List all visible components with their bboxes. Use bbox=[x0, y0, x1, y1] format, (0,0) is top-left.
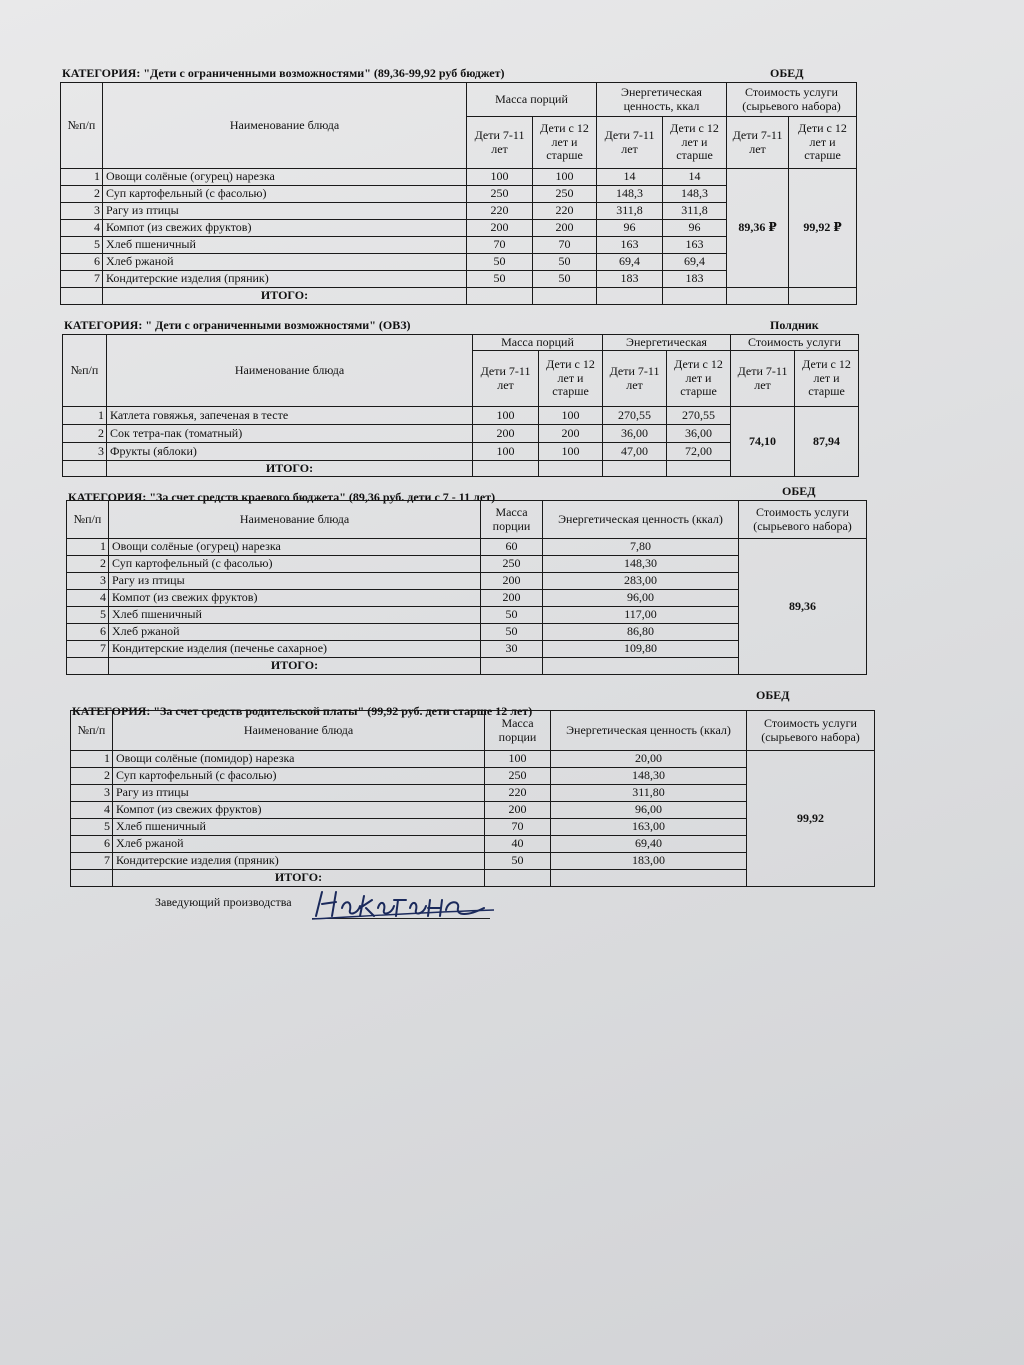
header-age-7-11: Дети 7-11 лет bbox=[731, 351, 795, 407]
dish-name: Кондитерские изделия (печенье сахарное) bbox=[109, 641, 481, 658]
row-number: 1 bbox=[67, 539, 109, 556]
cost-12: 87,94 bbox=[795, 407, 859, 477]
portion-mass: 50 bbox=[485, 853, 551, 870]
row-number: 3 bbox=[63, 443, 107, 461]
table-row bbox=[71, 751, 875, 768]
section-title: КАТЕГОРИЯ: "За счет средств краевого бюджета" (89,36 руб. дети с 7 - 11 лет) bbox=[68, 490, 496, 504]
energy-value: 311,80 bbox=[551, 785, 747, 802]
energy-value: 163,00 bbox=[551, 819, 747, 836]
section-regional-budget bbox=[66, 484, 872, 689]
row-number: 2 bbox=[67, 556, 109, 573]
portion-mass: 70 bbox=[485, 819, 551, 836]
energy-value: 96,00 bbox=[543, 590, 739, 607]
energy-value: 20,00 bbox=[551, 751, 747, 768]
handwritten-signature bbox=[308, 886, 498, 922]
portion-mass: 250 bbox=[485, 768, 551, 785]
energy-7-11: 69,4 bbox=[597, 254, 663, 271]
mass-12: 70 bbox=[533, 237, 597, 254]
menu-table bbox=[60, 82, 857, 305]
portion-mass: 200 bbox=[485, 802, 551, 819]
header-mass: Масса порции bbox=[481, 501, 543, 539]
dish-name: Суп картофельный (с фасолью) bbox=[109, 556, 481, 573]
header-mass: Масса порций bbox=[473, 335, 603, 351]
row-number: 7 bbox=[61, 271, 103, 288]
header-energy: Энергетическая ценность (ккал) bbox=[551, 711, 747, 751]
total-label: ИТОГО: bbox=[107, 461, 473, 477]
table-row bbox=[61, 169, 857, 186]
dish-name: Овощи солёные (огурец) нарезка bbox=[109, 539, 481, 556]
energy-value: 148,30 bbox=[551, 768, 747, 785]
row-number: 7 bbox=[67, 641, 109, 658]
energy-value: 69,40 bbox=[551, 836, 747, 853]
header-energy: Энергетическая bbox=[603, 335, 731, 351]
row-number: 3 bbox=[61, 203, 103, 220]
mass-7-11: 50 bbox=[467, 254, 533, 271]
header-num: №п/п bbox=[67, 501, 109, 539]
dish-name: Хлеб пшеничный bbox=[109, 607, 481, 624]
energy-7-11: 183 bbox=[597, 271, 663, 288]
energy-12: 311,8 bbox=[663, 203, 727, 220]
dish-name: Овощи солёные (помидор) нарезка bbox=[113, 751, 485, 768]
dish-name: Овощи солёные (огурец) нарезка bbox=[103, 169, 467, 186]
row-number: 2 bbox=[63, 425, 107, 443]
section-parent-fee bbox=[70, 688, 880, 903]
mass-7-11: 200 bbox=[473, 425, 539, 443]
section-title: КАТЕГОРИЯ: "За счет средств родительской платы" (99,92 руб. дети старше 12 лет) bbox=[72, 704, 533, 718]
header-age-7-11: Дети 7-11 лет bbox=[597, 117, 663, 169]
row-number: 6 bbox=[71, 836, 113, 853]
row-number: 5 bbox=[61, 237, 103, 254]
cost-7-11: 89,36 ₽ bbox=[727, 169, 789, 288]
header-num: №п/п bbox=[71, 711, 113, 751]
portion-mass: 100 bbox=[485, 751, 551, 768]
energy-12: 69,4 bbox=[663, 254, 727, 271]
row-number: 2 bbox=[71, 768, 113, 785]
energy-7-11: 148,3 bbox=[597, 186, 663, 203]
header-age-7-11: Дети 7-11 лет bbox=[603, 351, 667, 407]
dish-name: Хлеб ржаной bbox=[113, 836, 485, 853]
portion-mass: 50 bbox=[481, 624, 543, 641]
dish-name: Катлета говяжья, запеченая в тесте bbox=[107, 407, 473, 425]
energy-7-11: 36,00 bbox=[603, 425, 667, 443]
mass-12: 100 bbox=[539, 407, 603, 425]
section-title: КАТЕГОРИЯ: "Дети с ограниченными возможностями" (89,36-99,92 руб бюджет) bbox=[62, 66, 505, 80]
mass-7-11: 250 bbox=[467, 186, 533, 203]
dish-name: Хлеб пшеничный bbox=[113, 819, 485, 836]
header-num: №п/п bbox=[63, 335, 107, 407]
table-row bbox=[63, 407, 859, 425]
energy-12: 14 bbox=[663, 169, 727, 186]
dish-name: Рагу из птицы bbox=[113, 785, 485, 802]
row-number: 1 bbox=[71, 751, 113, 768]
row-number: 1 bbox=[61, 169, 103, 186]
energy-value: 183,00 bbox=[551, 853, 747, 870]
header-name: Наименование блюда bbox=[107, 335, 473, 407]
row-number: 6 bbox=[61, 254, 103, 271]
meal-label: Полдник bbox=[770, 318, 819, 332]
row-number: 7 bbox=[71, 853, 113, 870]
portion-mass: 30 bbox=[481, 641, 543, 658]
row-number: 2 bbox=[61, 186, 103, 203]
dish-name: Сок тетра-пак (томатный) bbox=[107, 425, 473, 443]
portion-mass: 200 bbox=[481, 573, 543, 590]
row-number: 1 bbox=[63, 407, 107, 425]
energy-7-11: 14 bbox=[597, 169, 663, 186]
mass-7-11: 50 bbox=[467, 271, 533, 288]
energy-7-11: 163 bbox=[597, 237, 663, 254]
portion-mass: 60 bbox=[481, 539, 543, 556]
dish-name: Рагу из птицы bbox=[109, 573, 481, 590]
menu-table bbox=[66, 500, 867, 675]
header-num: №п/п bbox=[61, 83, 103, 169]
mass-12: 50 bbox=[533, 271, 597, 288]
mass-12: 100 bbox=[533, 169, 597, 186]
header-energy: Энергетическая ценность, ккал bbox=[597, 83, 727, 117]
energy-7-11: 96 bbox=[597, 220, 663, 237]
mass-7-11: 100 bbox=[473, 407, 539, 425]
cost-12: 99,92 ₽ bbox=[789, 169, 857, 288]
portion-mass: 220 bbox=[485, 785, 551, 802]
mass-12: 200 bbox=[539, 425, 603, 443]
row-number: 4 bbox=[67, 590, 109, 607]
total-label: ИТОГО: bbox=[103, 288, 467, 305]
mass-7-11: 220 bbox=[467, 203, 533, 220]
energy-12: 36,00 bbox=[667, 425, 731, 443]
row-number: 4 bbox=[61, 220, 103, 237]
row-number: 4 bbox=[71, 802, 113, 819]
energy-value: 7,80 bbox=[543, 539, 739, 556]
row-number: 5 bbox=[71, 819, 113, 836]
energy-12: 183 bbox=[663, 271, 727, 288]
header-age-12: Дети с 12 лет и старше bbox=[789, 117, 857, 169]
row-number: 5 bbox=[67, 607, 109, 624]
dish-name: Хлеб пшеничный bbox=[103, 237, 467, 254]
dish-name: Суп картофельный (с фасолью) bbox=[113, 768, 485, 785]
header-age-12: Дети с 12 лет и старше bbox=[795, 351, 859, 407]
energy-12: 148,3 bbox=[663, 186, 727, 203]
dish-name: Хлеб ржаной bbox=[103, 254, 467, 271]
header-mass: Масса порции bbox=[485, 711, 551, 751]
dish-name: Хлеб ржаной bbox=[109, 624, 481, 641]
header-cost: Стоимость услуги bbox=[731, 335, 859, 351]
section-ovz-lunch bbox=[60, 66, 860, 306]
header-age-7-11: Дети 7-11 лет bbox=[727, 117, 789, 169]
header-mass: Масса порций bbox=[467, 83, 597, 117]
menu-table bbox=[70, 710, 875, 887]
mass-7-11: 100 bbox=[467, 169, 533, 186]
dish-name: Компот (из свежих фруктов) bbox=[113, 802, 485, 819]
mass-12: 100 bbox=[539, 443, 603, 461]
total-row bbox=[61, 288, 857, 305]
header-age-7-11: Дети 7-11 лет bbox=[467, 117, 533, 169]
header-name: Наименование блюда bbox=[103, 83, 467, 169]
meal-label: ОБЕД bbox=[782, 484, 816, 498]
dish-name: Фрукты (яблоки) bbox=[107, 443, 473, 461]
energy-7-11: 311,8 bbox=[597, 203, 663, 220]
portion-mass: 40 bbox=[485, 836, 551, 853]
menu-table bbox=[62, 334, 859, 477]
energy-12: 163 bbox=[663, 237, 727, 254]
header-name: Наименование блюда bbox=[109, 501, 481, 539]
mass-7-11: 100 bbox=[473, 443, 539, 461]
energy-12: 96 bbox=[663, 220, 727, 237]
total-label: ИТОГО: bbox=[109, 658, 481, 675]
mass-12: 220 bbox=[533, 203, 597, 220]
mass-12: 50 bbox=[533, 254, 597, 271]
header-age-12: Дети с 12 лет и старше bbox=[663, 117, 727, 169]
meal-label: ОБЕД bbox=[756, 688, 790, 702]
header-energy: Энергетическая ценность (ккал) bbox=[543, 501, 739, 539]
energy-7-11: 270,55 bbox=[603, 407, 667, 425]
total-label: ИТОГО: bbox=[113, 870, 485, 887]
header-age-7-11: Дети 7-11 лет bbox=[473, 351, 539, 407]
mass-7-11: 70 bbox=[467, 237, 533, 254]
energy-12: 270,55 bbox=[667, 407, 731, 425]
header-age-12: Дети с 12 лет и старше bbox=[533, 117, 597, 169]
header-name: Наименование блюда bbox=[113, 711, 485, 751]
portion-mass: 50 bbox=[481, 607, 543, 624]
energy-12: 72,00 bbox=[667, 443, 731, 461]
header-age-12: Дети с 12 лет и старше bbox=[539, 351, 603, 407]
portion-mass: 200 bbox=[481, 590, 543, 607]
cost-value: 89,36 bbox=[739, 539, 867, 675]
energy-value: 86,80 bbox=[543, 624, 739, 641]
dish-name: Компот (из свежих фруктов) bbox=[103, 220, 467, 237]
cost-value: 99,92 bbox=[747, 751, 875, 887]
mass-12: 250 bbox=[533, 186, 597, 203]
header-age-12: Дети с 12 лет и старше bbox=[667, 351, 731, 407]
energy-value: 109,80 bbox=[543, 641, 739, 658]
cost-7-11: 74,10 bbox=[731, 407, 795, 477]
section-title: КАТЕГОРИЯ: " Дети с ограниченными возможностями" (ОВЗ) bbox=[64, 318, 411, 332]
dish-name: Компот (из свежих фруктов) bbox=[109, 590, 481, 607]
meal-label: ОБЕД bbox=[770, 66, 804, 80]
energy-value: 96,00 bbox=[551, 802, 747, 819]
energy-value: 117,00 bbox=[543, 607, 739, 624]
mass-7-11: 200 bbox=[467, 220, 533, 237]
header-cost: Стоимость услуги (сырьевого набора) bbox=[727, 83, 857, 117]
row-number: 3 bbox=[67, 573, 109, 590]
header-cost: Стоимость услуги (сырьевого набора) bbox=[739, 501, 867, 539]
header-cost: Стоимость услуги (сырьевого набора) bbox=[747, 711, 875, 751]
dish-name: Кондитерские изделия (пряник) bbox=[113, 853, 485, 870]
energy-value: 283,00 bbox=[543, 573, 739, 590]
dish-name: Кондитерские изделия (пряник) bbox=[103, 271, 467, 288]
energy-7-11: 47,00 bbox=[603, 443, 667, 461]
energy-value: 148,30 bbox=[543, 556, 739, 573]
signature-label: Заведующий производства bbox=[155, 895, 292, 909]
portion-mass: 250 bbox=[481, 556, 543, 573]
row-number: 3 bbox=[71, 785, 113, 802]
dish-name: Рагу из птицы bbox=[103, 203, 467, 220]
row-number: 6 bbox=[67, 624, 109, 641]
mass-12: 200 bbox=[533, 220, 597, 237]
table-row bbox=[67, 539, 867, 556]
dish-name: Суп картофельный (с фасолью) bbox=[103, 186, 467, 203]
section-ovz-snack bbox=[62, 318, 862, 478]
